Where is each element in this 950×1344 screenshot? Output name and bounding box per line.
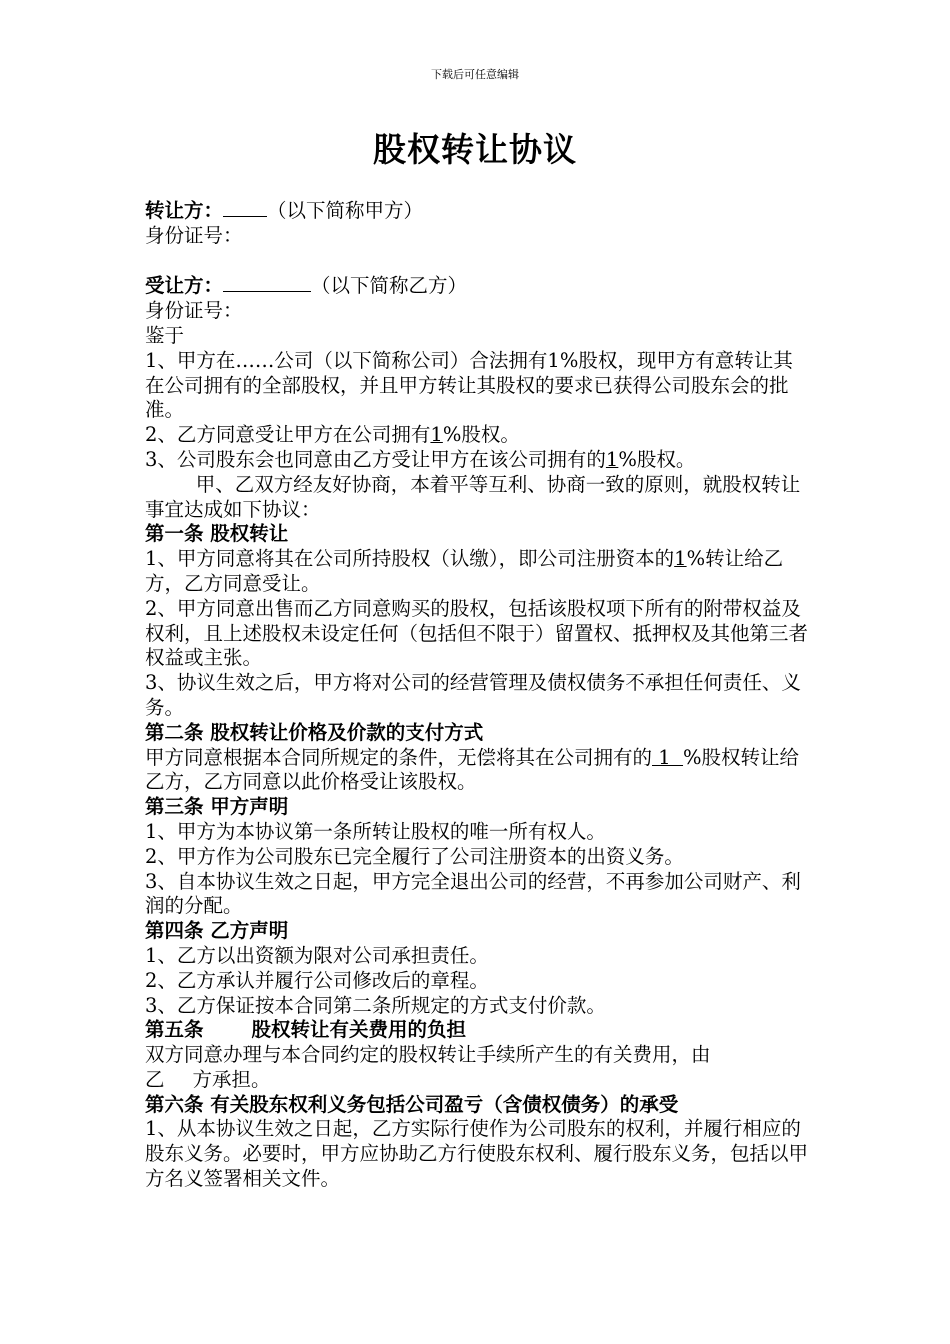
- article-2-text: [145, 746, 810, 796]
- article-1-item-1: [145, 547, 810, 597]
- article-4-item-1: 1、乙方以出资额为限对公司承担责任。: [145, 943, 489, 967]
- article-3-item-2: 2、甲方作为公司股东已完全履行了公司注册资本的出资义务。: [145, 844, 684, 868]
- article-3-item-3: 3、自本协议生效之日起，甲方完全退出公司的经营，不再参加公司财产、利润的分配。: [145, 869, 801, 918]
- article-5-tail: 方承担。: [192, 1067, 271, 1091]
- transferee-name-blank: [223, 273, 311, 292]
- article-2-heading: 第二条 股权转让价格及价款的支付方式: [145, 720, 484, 744]
- transferor-label: 转让方：: [145, 199, 224, 222]
- article-3-item-1: 1、甲方为本协议第一条所转让股权的唯一所有权人。: [145, 819, 606, 843]
- article-1-item-2: 2、甲方同意出售而乙方同意购买的股权，包括该股权项下所有的附带权益及权利，且上述股权未设定任何（包括但不限于）留置权、抵押权及其他第三者权益或主张。: [145, 596, 809, 670]
- article-1-item-1-tail: %转让给乙方，乙方同意受让。: [145, 547, 784, 595]
- whereas-item-2-text: 2、乙方同意受让甲方在公司拥有: [145, 423, 431, 447]
- whereas-item-2-tail: %股权。: [442, 423, 520, 447]
- consensus-paragraph: 甲、乙双方经友好协商，本着平等互利、协商一致的原则，就股权转让事宜达成如下协议：: [145, 472, 801, 521]
- article-5-text-line-2: [145, 1068, 810, 1093]
- whereas-item-3-percent: 1: [605, 447, 619, 471]
- document-title: 股权转让协议: [373, 130, 577, 169]
- article-5-title: 股权转让有关费用的负担: [251, 1018, 467, 1042]
- transferor-name-blank: [223, 198, 267, 217]
- transferee-line: [145, 273, 810, 299]
- whereas-item-3: [145, 448, 810, 473]
- article-6-heading: 第六条 有关股东权利义务包括公司盈亏（含债权债务）的承受: [145, 1092, 679, 1116]
- article-1-item-1-text: 1、甲方同意将其在公司所持股权（认缴），即公司注册资本的: [145, 547, 675, 571]
- whereas-item-3-text: 3、公司股东会也同意由乙方受让甲方在该公司拥有的: [145, 447, 606, 471]
- article-4-item-2: 2、乙方承认并履行公司修改后的章程。: [145, 968, 489, 992]
- article-1-item-1-percent: 1: [674, 547, 687, 571]
- whereas-item-3-tail: %股权。: [618, 447, 696, 471]
- whereas-label: 鉴于: [145, 323, 185, 347]
- article-5-number: 第五条: [145, 1018, 204, 1042]
- whereas-item-2-percent: 1: [430, 423, 443, 447]
- transferor-id-line: 身份证号：: [145, 223, 243, 247]
- article-4-heading: 第四条 乙方声明: [145, 919, 289, 943]
- whereas-item-2: [145, 423, 810, 448]
- header-note: 下载后可任意编辑: [431, 68, 519, 81]
- transferee-label: 受让方：: [145, 274, 224, 298]
- article-5-party: 乙: [145, 1067, 165, 1091]
- transferee-suffix: （以下简称乙方）: [311, 274, 468, 298]
- article-2-percent: 1: [652, 745, 684, 769]
- article-3-heading: 第三条 甲方声明: [145, 795, 289, 819]
- article-1-heading: 第一条 股权转让: [145, 522, 289, 546]
- document-body: [145, 198, 810, 1192]
- whereas-item-1: 1、甲方在……公司（以下简称公司）合法拥有1%股权，现甲方有意转让其在公司拥有的全部股权，并且甲方转让其股权的要求已获得公司股东会的批准。: [145, 348, 793, 422]
- article-2-text-lead: 甲方同意根据本合同所规定的条件，无偿将其在公司拥有的: [145, 745, 653, 769]
- transferee-id-line: 身份证号：: [145, 299, 243, 323]
- transferor-line: [145, 198, 810, 224]
- article-4-item-3: 3、乙方保证按本合同第二条所规定的方式支付价款。: [145, 993, 606, 1017]
- article-2-text-tail: %股权转让给乙方，乙方同意以此价格受让该股权。: [145, 745, 800, 794]
- article-1-item-3: 3、协议生效之后，甲方将对公司的经营管理及债权债务不承担任何责任、义务。: [145, 671, 801, 719]
- article-5-heading: [145, 1018, 810, 1043]
- spacer: [145, 249, 810, 274]
- transferor-suffix: （以下简称甲方）: [267, 199, 424, 222]
- article-5-text-line-1: 双方同意办理与本合同约定的股权转让手续所产生的有关费用，由: [145, 1043, 711, 1067]
- article-6-item-1: 1、从本协议生效之日起，乙方实际行使作为公司股东的权利，并履行相应的股东义务。必要时，甲方应协助乙方行使股东权利、履行股东义务，包括以甲方名义签署相关文件。: [145, 1117, 809, 1191]
